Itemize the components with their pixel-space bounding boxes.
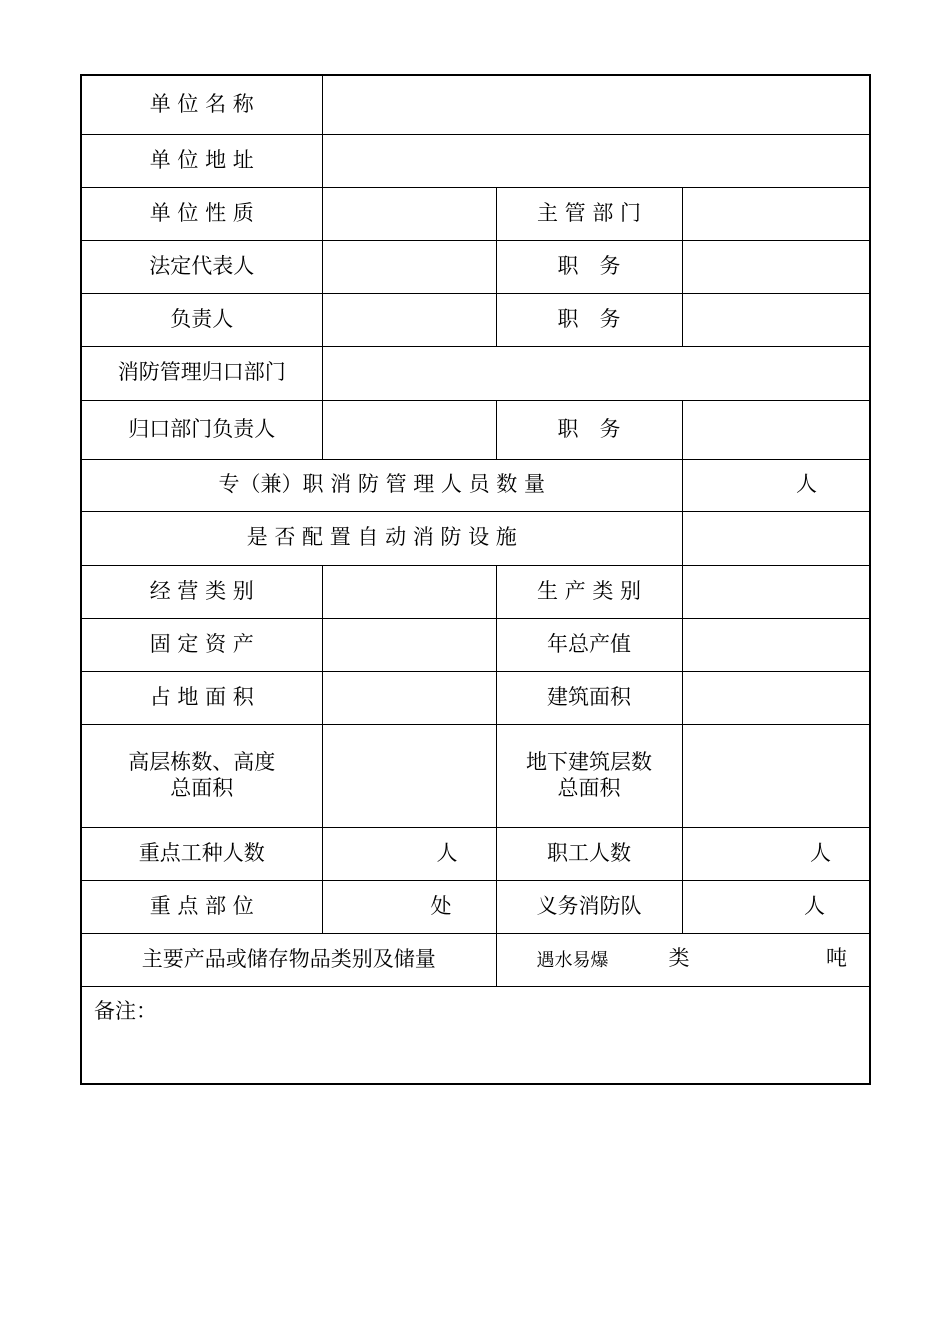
field-key-workers[interactable] xyxy=(322,827,496,880)
label-production-type: 生 产 类 别 xyxy=(496,565,682,618)
label-annual-output: 年总产值 xyxy=(496,618,682,671)
field-unit-nature[interactable] xyxy=(322,187,496,240)
label-underground-line1: 地下建筑层数 xyxy=(526,750,652,775)
label-unit-address: 单 位 地 址 xyxy=(81,134,322,187)
unit-place: 处 xyxy=(430,893,452,918)
label-unit-name: 单 位 名 称 xyxy=(81,75,322,134)
unit-person: 人 xyxy=(436,840,458,865)
label-key-parts: 重 点 部 位 xyxy=(81,880,322,933)
field-dept-head-position[interactable] xyxy=(682,400,870,459)
unit-person: 人 xyxy=(796,472,817,497)
label-main-products: 主要产品或储存物品类别及储量 xyxy=(81,933,496,986)
field-annual-output[interactable] xyxy=(682,618,870,671)
field-volunteer-team[interactable] xyxy=(682,880,870,933)
notes-area[interactable] xyxy=(81,986,870,1084)
label-underground xyxy=(496,724,682,827)
label-dept-head-position: 职 务 xyxy=(496,400,682,459)
field-production-type[interactable] xyxy=(682,565,870,618)
label-notes: 备注： xyxy=(94,998,157,1023)
field-underground[interactable] xyxy=(682,724,870,827)
label-land-area: 占 地 面 积 xyxy=(81,671,322,724)
label-legal-rep: 法定代表人 xyxy=(81,240,322,293)
field-staff-count[interactable] xyxy=(682,459,870,511)
field-legal-rep-position[interactable] xyxy=(682,240,870,293)
label-highrise-line2: 总面积 xyxy=(170,775,234,800)
field-unit-address[interactable] xyxy=(322,134,870,187)
field-auto-facility[interactable] xyxy=(682,511,870,565)
label-highrise xyxy=(81,724,322,827)
label-responsible: 负责人 xyxy=(81,293,322,346)
unit-category: 类 xyxy=(668,945,690,970)
field-building-area[interactable] xyxy=(682,671,870,724)
label-water-reactive: 遇水易爆 xyxy=(536,949,609,971)
label-fixed-assets: 固 定 资 产 xyxy=(81,618,322,671)
fire-safety-registration-form xyxy=(80,74,871,1085)
field-legal-rep[interactable] xyxy=(322,240,496,293)
field-fire-dept[interactable] xyxy=(322,346,870,400)
field-unit-name[interactable] xyxy=(322,75,870,134)
field-land-area[interactable] xyxy=(322,671,496,724)
label-legal-rep-position: 职 务 xyxy=(496,240,682,293)
field-main-products[interactable] xyxy=(496,933,870,986)
label-unit-nature: 单 位 性 质 xyxy=(81,187,322,240)
field-supervisor[interactable] xyxy=(682,187,870,240)
field-dept-head[interactable] xyxy=(322,400,496,459)
field-highrise[interactable] xyxy=(322,724,496,827)
label-highrise-line1: 高层栋数、高度 xyxy=(128,750,276,775)
label-supervisor: 主 管 部 门 xyxy=(496,187,682,240)
field-responsible[interactable] xyxy=(322,293,496,346)
label-employees: 职工人数 xyxy=(496,827,682,880)
field-employees[interactable] xyxy=(682,827,870,880)
label-auto-facility: 是 否 配 置 自 动 消 防 设 施 xyxy=(81,511,682,565)
label-fire-dept: 消防管理归口部门 xyxy=(81,346,322,400)
label-volunteer-team: 义务消防队 xyxy=(496,880,682,933)
field-fixed-assets[interactable] xyxy=(322,618,496,671)
unit-ton: 吨 xyxy=(826,945,847,970)
label-dept-head: 归口部门负责人 xyxy=(81,400,322,459)
label-business-type: 经 营 类 别 xyxy=(81,565,322,618)
label-staff-count: 专（兼）职 消 防 管 理 人 员 数 量 xyxy=(81,459,682,511)
unit-person: 人 xyxy=(810,840,831,865)
field-business-type[interactable] xyxy=(322,565,496,618)
label-underground-line2: 总面积 xyxy=(557,775,621,800)
label-key-workers: 重点工种人数 xyxy=(81,827,322,880)
unit-person: 人 xyxy=(804,893,825,918)
field-responsible-position[interactable] xyxy=(682,293,870,346)
label-building-area: 建筑面积 xyxy=(496,671,682,724)
label-responsible-position: 职 务 xyxy=(496,293,682,346)
field-key-parts[interactable] xyxy=(322,880,496,933)
